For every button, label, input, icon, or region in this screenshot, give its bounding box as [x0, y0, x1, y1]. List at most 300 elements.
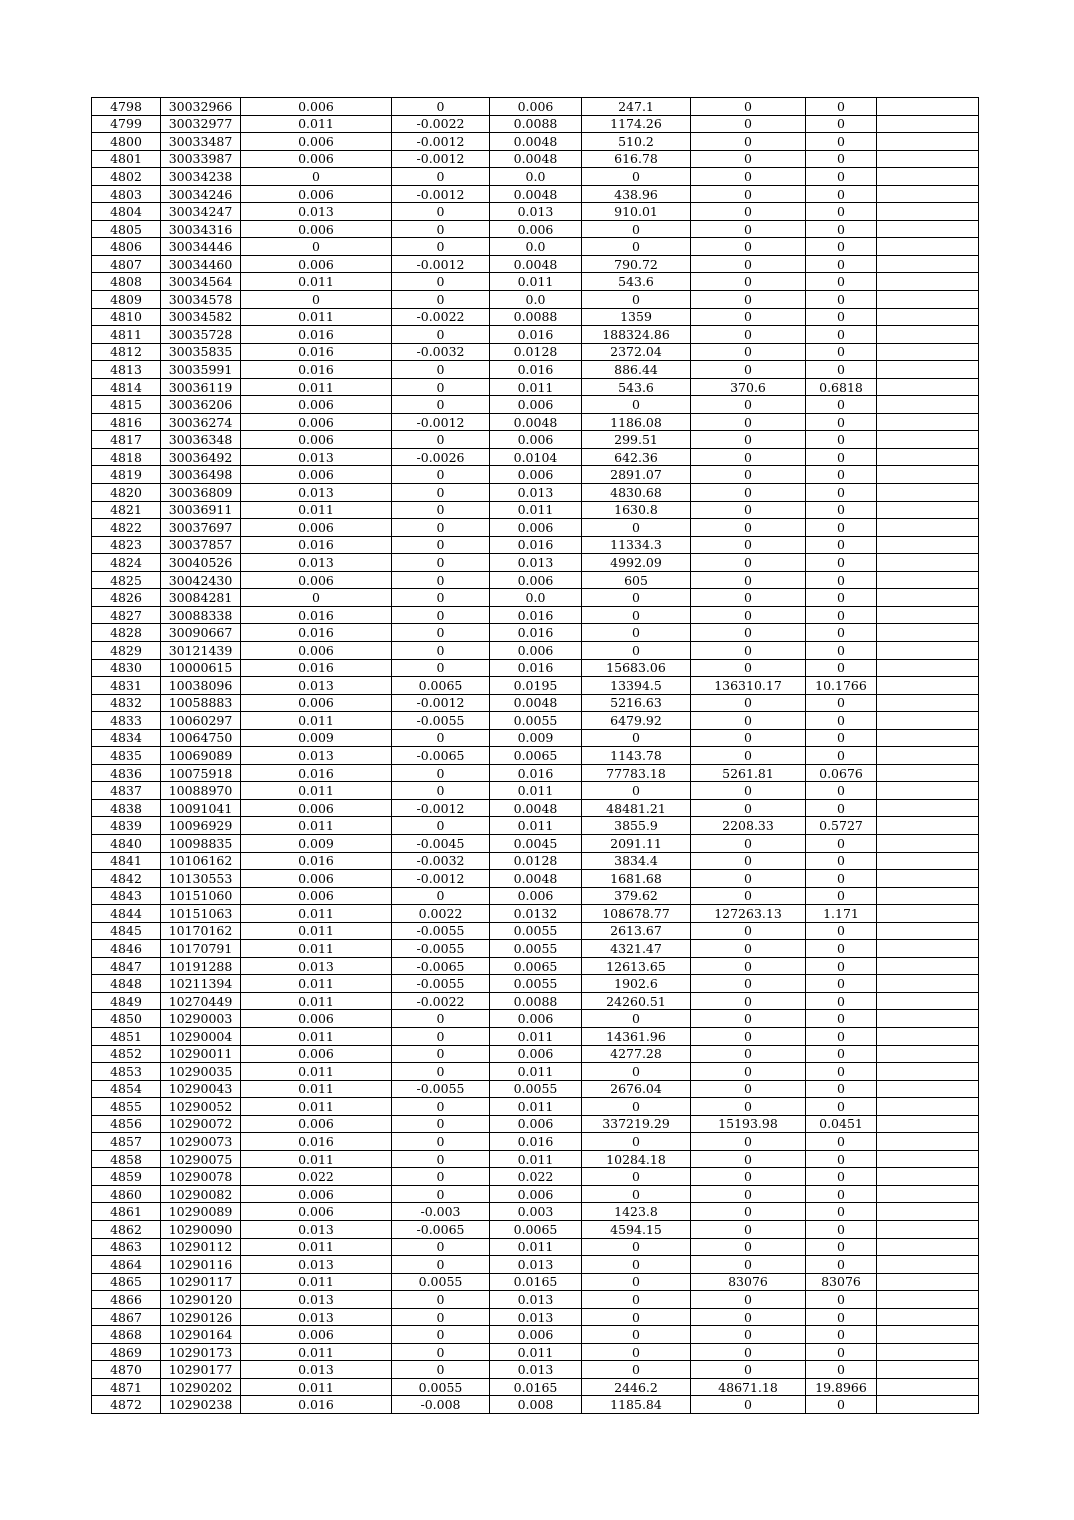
amount-2-cell: 0 — [691, 957, 806, 975]
amount-cell: 3855.9 — [582, 817, 691, 835]
adjustment-cell: -0.0012 — [392, 870, 490, 888]
ratio-cell: 0 — [806, 1027, 877, 1045]
ratio-cell: 0 — [806, 1045, 877, 1063]
id-cell: 10290004 — [161, 1027, 241, 1045]
empty-cell — [877, 343, 979, 361]
empty-cell — [877, 536, 979, 554]
value-a-cell: 0.011 — [241, 922, 392, 940]
table-row — [92, 238, 979, 256]
row-number-cell: 4812 — [92, 343, 161, 361]
id-cell: 30036492 — [161, 448, 241, 466]
adjustment-cell: -0.008 — [392, 1396, 490, 1414]
adjustment-cell: 0 — [392, 1361, 490, 1379]
amount-cell: 790.72 — [582, 255, 691, 273]
value-a-cell: 0.011 — [241, 1027, 392, 1045]
row-number-cell: 4867 — [92, 1308, 161, 1326]
value-b-cell: 0.011 — [490, 501, 582, 519]
value-b-cell: 0.0048 — [490, 133, 582, 151]
empty-cell — [877, 940, 979, 958]
table-row — [92, 115, 979, 133]
amount-cell: 0 — [582, 1168, 691, 1186]
empty-cell — [877, 185, 979, 203]
amount-cell: 0 — [582, 1343, 691, 1361]
amount-cell: 0 — [582, 606, 691, 624]
id-cell: 10191288 — [161, 957, 241, 975]
amount-cell: 0 — [582, 1063, 691, 1081]
amount-2-cell: 0 — [691, 536, 806, 554]
amount-2-cell: 0 — [691, 1185, 806, 1203]
id-cell: 30037697 — [161, 519, 241, 537]
adjustment-cell: 0.0055 — [392, 1378, 490, 1396]
value-b-cell: 0.013 — [490, 1291, 582, 1309]
row-number-cell: 4833 — [92, 712, 161, 730]
row-number-cell: 4827 — [92, 606, 161, 624]
amount-2-cell: 5261.81 — [691, 764, 806, 782]
ratio-cell: 0 — [806, 1185, 877, 1203]
row-number-cell: 4846 — [92, 940, 161, 958]
amount-cell: 188324.86 — [582, 326, 691, 344]
adjustment-cell: 0 — [392, 1133, 490, 1151]
empty-cell — [877, 852, 979, 870]
value-b-cell: 0.0048 — [490, 694, 582, 712]
adjustment-cell: 0 — [392, 361, 490, 379]
amount-2-cell: 0 — [691, 308, 806, 326]
amount-2-cell: 0 — [691, 641, 806, 659]
ratio-cell: 0 — [806, 1256, 877, 1274]
empty-cell — [877, 168, 979, 186]
row-number-cell: 4830 — [92, 659, 161, 677]
amount-cell: 0 — [582, 1361, 691, 1379]
amount-2-cell: 15193.98 — [691, 1115, 806, 1133]
empty-cell — [877, 1273, 979, 1291]
adjustment-cell: 0 — [392, 887, 490, 905]
ratio-cell: 0 — [806, 536, 877, 554]
table-row — [92, 1010, 979, 1028]
adjustment-cell: -0.0012 — [392, 413, 490, 431]
id-cell: 10091041 — [161, 799, 241, 817]
id-cell: 30034247 — [161, 203, 241, 221]
table-row — [92, 834, 979, 852]
empty-cell — [877, 361, 979, 379]
empty-cell — [877, 396, 979, 414]
value-a-cell: 0.016 — [241, 536, 392, 554]
value-a-cell: 0 — [241, 168, 392, 186]
ratio-cell: 0 — [806, 887, 877, 905]
empty-cell — [877, 1045, 979, 1063]
table-row — [92, 624, 979, 642]
amount-2-cell: 0 — [691, 571, 806, 589]
empty-cell — [877, 1291, 979, 1309]
value-a-cell: 0.013 — [241, 1221, 392, 1239]
value-a-cell: 0.006 — [241, 1185, 392, 1203]
id-cell: 30033487 — [161, 133, 241, 151]
id-cell: 30032966 — [161, 98, 241, 116]
value-b-cell: 0.0165 — [490, 1378, 582, 1396]
row-number-cell: 4825 — [92, 571, 161, 589]
ratio-cell: 0 — [806, 922, 877, 940]
ratio-cell: 0 — [806, 1343, 877, 1361]
value-a-cell: 0.006 — [241, 466, 392, 484]
value-b-cell: 0.013 — [490, 203, 582, 221]
amount-2-cell: 0 — [691, 168, 806, 186]
amount-2-cell: 0 — [691, 448, 806, 466]
amount-2-cell: 0 — [691, 887, 806, 905]
amount-2-cell: 0 — [691, 1133, 806, 1151]
ratio-cell: 10.1766 — [806, 677, 877, 695]
amount-cell: 0 — [582, 168, 691, 186]
row-number-cell: 4816 — [92, 413, 161, 431]
adjustment-cell: 0 — [392, 1168, 490, 1186]
value-a-cell: 0.011 — [241, 1378, 392, 1396]
amount-cell: 5216.63 — [582, 694, 691, 712]
table-row — [92, 1273, 979, 1291]
ratio-cell: 0 — [806, 98, 877, 116]
id-cell: 10290116 — [161, 1256, 241, 1274]
value-b-cell: 0.006 — [490, 1010, 582, 1028]
adjustment-cell: -0.0065 — [392, 747, 490, 765]
value-b-cell: 0.011 — [490, 1063, 582, 1081]
value-a-cell: 0.013 — [241, 1256, 392, 1274]
table-body — [92, 98, 979, 1414]
value-a-cell: 0.006 — [241, 1326, 392, 1344]
empty-cell — [877, 484, 979, 502]
value-a-cell: 0.013 — [241, 203, 392, 221]
adjustment-cell: -0.0012 — [392, 799, 490, 817]
empty-cell — [877, 220, 979, 238]
empty-cell — [877, 378, 979, 396]
value-b-cell: 0.0055 — [490, 975, 582, 993]
ratio-cell: 0 — [806, 712, 877, 730]
value-a-cell: 0.011 — [241, 1238, 392, 1256]
ratio-cell: 0 — [806, 484, 877, 502]
amount-2-cell: 0 — [691, 712, 806, 730]
adjustment-cell: -0.0012 — [392, 255, 490, 273]
amount-2-cell: 0 — [691, 255, 806, 273]
amount-cell: 0 — [582, 291, 691, 309]
id-cell: 10290164 — [161, 1326, 241, 1344]
ratio-cell: 0 — [806, 150, 877, 168]
id-cell: 10290177 — [161, 1361, 241, 1379]
amount-cell: 13394.5 — [582, 677, 691, 695]
amount-2-cell: 0 — [691, 203, 806, 221]
value-b-cell: 0.016 — [490, 536, 582, 554]
amount-cell: 2446.2 — [582, 1378, 691, 1396]
value-b-cell: 0.006 — [490, 98, 582, 116]
adjustment-cell: 0 — [392, 1238, 490, 1256]
adjustment-cell: -0.003 — [392, 1203, 490, 1221]
amount-cell: 4992.09 — [582, 554, 691, 572]
value-b-cell: 0.0 — [490, 291, 582, 309]
row-number-cell: 4847 — [92, 957, 161, 975]
table-row — [92, 536, 979, 554]
ratio-cell: 0 — [806, 1098, 877, 1116]
ratio-cell: 0 — [806, 852, 877, 870]
empty-cell — [877, 712, 979, 730]
amount-cell: 0 — [582, 782, 691, 800]
empty-cell — [877, 326, 979, 344]
amount-2-cell: 0 — [691, 659, 806, 677]
adjustment-cell: -0.0012 — [392, 133, 490, 151]
amount-cell: 642.36 — [582, 448, 691, 466]
amount-cell: 0 — [582, 1238, 691, 1256]
ratio-cell: 0.6818 — [806, 378, 877, 396]
value-a-cell: 0.011 — [241, 1150, 392, 1168]
table-row — [92, 922, 979, 940]
ratio-cell: 0 — [806, 729, 877, 747]
table-row — [92, 905, 979, 923]
table-row — [92, 1203, 979, 1221]
value-b-cell: 0.006 — [490, 641, 582, 659]
adjustment-cell: -0.0055 — [392, 922, 490, 940]
value-b-cell: 0.0055 — [490, 1080, 582, 1098]
value-b-cell: 0.0055 — [490, 712, 582, 730]
empty-cell — [877, 606, 979, 624]
row-number-cell: 4861 — [92, 1203, 161, 1221]
amount-2-cell: 0 — [691, 782, 806, 800]
row-number-cell: 4863 — [92, 1238, 161, 1256]
value-b-cell: 0.0 — [490, 589, 582, 607]
adjustment-cell: 0 — [392, 466, 490, 484]
amount-2-cell: 83076 — [691, 1273, 806, 1291]
row-number-cell: 4811 — [92, 326, 161, 344]
amount-cell: 510.2 — [582, 133, 691, 151]
ratio-cell: 0 — [806, 747, 877, 765]
amount-cell: 0 — [582, 519, 691, 537]
empty-cell — [877, 1256, 979, 1274]
empty-cell — [877, 1010, 979, 1028]
value-a-cell: 0.011 — [241, 817, 392, 835]
table-row — [92, 975, 979, 993]
ratio-cell: 0.0451 — [806, 1115, 877, 1133]
amount-2-cell: 0 — [691, 519, 806, 537]
row-number-cell: 4808 — [92, 273, 161, 291]
row-number-cell: 4844 — [92, 905, 161, 923]
empty-cell — [877, 1115, 979, 1133]
empty-cell — [877, 554, 979, 572]
amount-cell: 0 — [582, 1273, 691, 1291]
adjustment-cell: 0 — [392, 291, 490, 309]
amount-2-cell: 0 — [691, 1343, 806, 1361]
table-row — [92, 326, 979, 344]
value-b-cell: 0.0088 — [490, 308, 582, 326]
ratio-cell: 0 — [806, 1396, 877, 1414]
empty-cell — [877, 1168, 979, 1186]
table-row — [92, 554, 979, 572]
row-number-cell: 4849 — [92, 992, 161, 1010]
table-row — [92, 852, 979, 870]
adjustment-cell: 0 — [392, 273, 490, 291]
amount-cell: 2091.11 — [582, 834, 691, 852]
amount-cell: 0 — [582, 1098, 691, 1116]
adjustment-cell: 0 — [392, 396, 490, 414]
empty-cell — [877, 694, 979, 712]
ratio-cell: 0 — [806, 1168, 877, 1186]
row-number-cell: 4859 — [92, 1168, 161, 1186]
amount-2-cell: 0 — [691, 1256, 806, 1274]
amount-cell: 2372.04 — [582, 343, 691, 361]
ratio-cell: 0 — [806, 1238, 877, 1256]
ratio-cell: 0 — [806, 133, 877, 151]
row-number-cell: 4826 — [92, 589, 161, 607]
empty-cell — [877, 887, 979, 905]
row-number-cell: 4810 — [92, 308, 161, 326]
empty-cell — [877, 1343, 979, 1361]
empty-cell — [877, 308, 979, 326]
table-row — [92, 589, 979, 607]
value-b-cell: 0.011 — [490, 1343, 582, 1361]
row-number-cell: 4802 — [92, 168, 161, 186]
empty-cell — [877, 659, 979, 677]
amount-2-cell: 0 — [691, 1010, 806, 1028]
ratio-cell: 1.171 — [806, 905, 877, 923]
empty-cell — [877, 729, 979, 747]
value-b-cell: 0.013 — [490, 1361, 582, 1379]
id-cell: 10130553 — [161, 870, 241, 888]
amount-cell: 10284.18 — [582, 1150, 691, 1168]
ratio-cell: 0 — [806, 396, 877, 414]
row-number-cell: 4828 — [92, 624, 161, 642]
empty-cell — [877, 870, 979, 888]
row-number-cell: 4854 — [92, 1080, 161, 1098]
amount-2-cell: 0 — [691, 747, 806, 765]
table-row — [92, 799, 979, 817]
ratio-cell: 0 — [806, 448, 877, 466]
adjustment-cell: 0 — [392, 1150, 490, 1168]
amount-2-cell: 0 — [691, 220, 806, 238]
empty-cell — [877, 1185, 979, 1203]
value-a-cell: 0.006 — [241, 185, 392, 203]
empty-cell — [877, 1063, 979, 1081]
value-a-cell: 0.011 — [241, 975, 392, 993]
id-cell: 30034238 — [161, 168, 241, 186]
id-cell: 30084281 — [161, 589, 241, 607]
row-number-cell: 4834 — [92, 729, 161, 747]
id-cell: 10064750 — [161, 729, 241, 747]
empty-cell — [877, 519, 979, 537]
adjustment-cell: 0.0055 — [392, 1273, 490, 1291]
adjustment-cell: 0 — [392, 659, 490, 677]
amount-cell: 77783.18 — [582, 764, 691, 782]
id-cell: 30034582 — [161, 308, 241, 326]
amount-2-cell: 0 — [691, 606, 806, 624]
row-number-cell: 4872 — [92, 1396, 161, 1414]
value-a-cell: 0.013 — [241, 1361, 392, 1379]
table-row — [92, 940, 979, 958]
value-a-cell: 0.006 — [241, 887, 392, 905]
row-number-cell: 4800 — [92, 133, 161, 151]
empty-cell — [877, 1221, 979, 1239]
amount-2-cell: 0 — [691, 975, 806, 993]
amount-2-cell: 0 — [691, 150, 806, 168]
value-a-cell: 0.006 — [241, 1045, 392, 1063]
id-cell: 10096929 — [161, 817, 241, 835]
amount-2-cell: 0 — [691, 729, 806, 747]
ratio-cell: 0 — [806, 641, 877, 659]
row-number-cell: 4840 — [92, 834, 161, 852]
ratio-cell: 0 — [806, 694, 877, 712]
table-row — [92, 817, 979, 835]
empty-cell — [877, 255, 979, 273]
amount-2-cell: 0 — [691, 396, 806, 414]
value-a-cell: 0.009 — [241, 834, 392, 852]
ratio-cell: 0 — [806, 361, 877, 379]
value-a-cell: 0.013 — [241, 554, 392, 572]
value-b-cell: 0.006 — [490, 1326, 582, 1344]
adjustment-cell: 0 — [392, 484, 490, 502]
amount-cell: 1359 — [582, 308, 691, 326]
table-row — [92, 1027, 979, 1045]
amount-cell: 1143.78 — [582, 747, 691, 765]
value-a-cell: 0.006 — [241, 396, 392, 414]
table-row — [92, 747, 979, 765]
row-number-cell: 4864 — [92, 1256, 161, 1274]
id-cell: 10075918 — [161, 764, 241, 782]
ratio-cell: 0 — [806, 1080, 877, 1098]
amount-2-cell: 0 — [691, 554, 806, 572]
table-row — [92, 1326, 979, 1344]
value-b-cell: 0.011 — [490, 1150, 582, 1168]
value-a-cell: 0.006 — [241, 519, 392, 537]
adjustment-cell: 0.0065 — [392, 677, 490, 695]
adjustment-cell: 0 — [392, 501, 490, 519]
table-row — [92, 1168, 979, 1186]
table-row — [92, 957, 979, 975]
value-b-cell: 0.006 — [490, 571, 582, 589]
amount-2-cell: 2208.33 — [691, 817, 806, 835]
empty-cell — [877, 448, 979, 466]
empty-cell — [877, 413, 979, 431]
row-number-cell: 4814 — [92, 378, 161, 396]
table-row — [92, 466, 979, 484]
value-a-cell: 0.006 — [241, 870, 392, 888]
value-b-cell: 0.016 — [490, 606, 582, 624]
adjustment-cell: 0 — [392, 326, 490, 344]
value-a-cell: 0.006 — [241, 1115, 392, 1133]
ratio-cell: 0 — [806, 273, 877, 291]
adjustment-cell: 0 — [392, 817, 490, 835]
value-b-cell: 0.0048 — [490, 185, 582, 203]
adjustment-cell: 0 — [392, 431, 490, 449]
adjustment-cell: -0.0012 — [392, 185, 490, 203]
value-a-cell: 0.013 — [241, 957, 392, 975]
amount-2-cell: 136310.17 — [691, 677, 806, 695]
row-number-cell: 4806 — [92, 238, 161, 256]
id-cell: 30034460 — [161, 255, 241, 273]
ratio-cell: 0 — [806, 554, 877, 572]
empty-cell — [877, 1238, 979, 1256]
ratio-cell: 0 — [806, 291, 877, 309]
table-row — [92, 694, 979, 712]
amount-2-cell: 0 — [691, 326, 806, 344]
amount-cell: 4594.15 — [582, 1221, 691, 1239]
table-row — [92, 185, 979, 203]
table-row — [92, 1308, 979, 1326]
ratio-cell: 0 — [806, 115, 877, 133]
row-number-cell: 4821 — [92, 501, 161, 519]
empty-cell — [877, 133, 979, 151]
value-a-cell: 0.006 — [241, 413, 392, 431]
value-a-cell: 0.006 — [241, 98, 392, 116]
id-cell: 10290043 — [161, 1080, 241, 1098]
value-a-cell: 0.011 — [241, 308, 392, 326]
empty-cell — [877, 799, 979, 817]
value-b-cell: 0.008 — [490, 1396, 582, 1414]
empty-cell — [877, 589, 979, 607]
amount-cell: 0 — [582, 1010, 691, 1028]
row-number-cell: 4843 — [92, 887, 161, 905]
id-cell: 10290173 — [161, 1343, 241, 1361]
row-number-cell: 4848 — [92, 975, 161, 993]
